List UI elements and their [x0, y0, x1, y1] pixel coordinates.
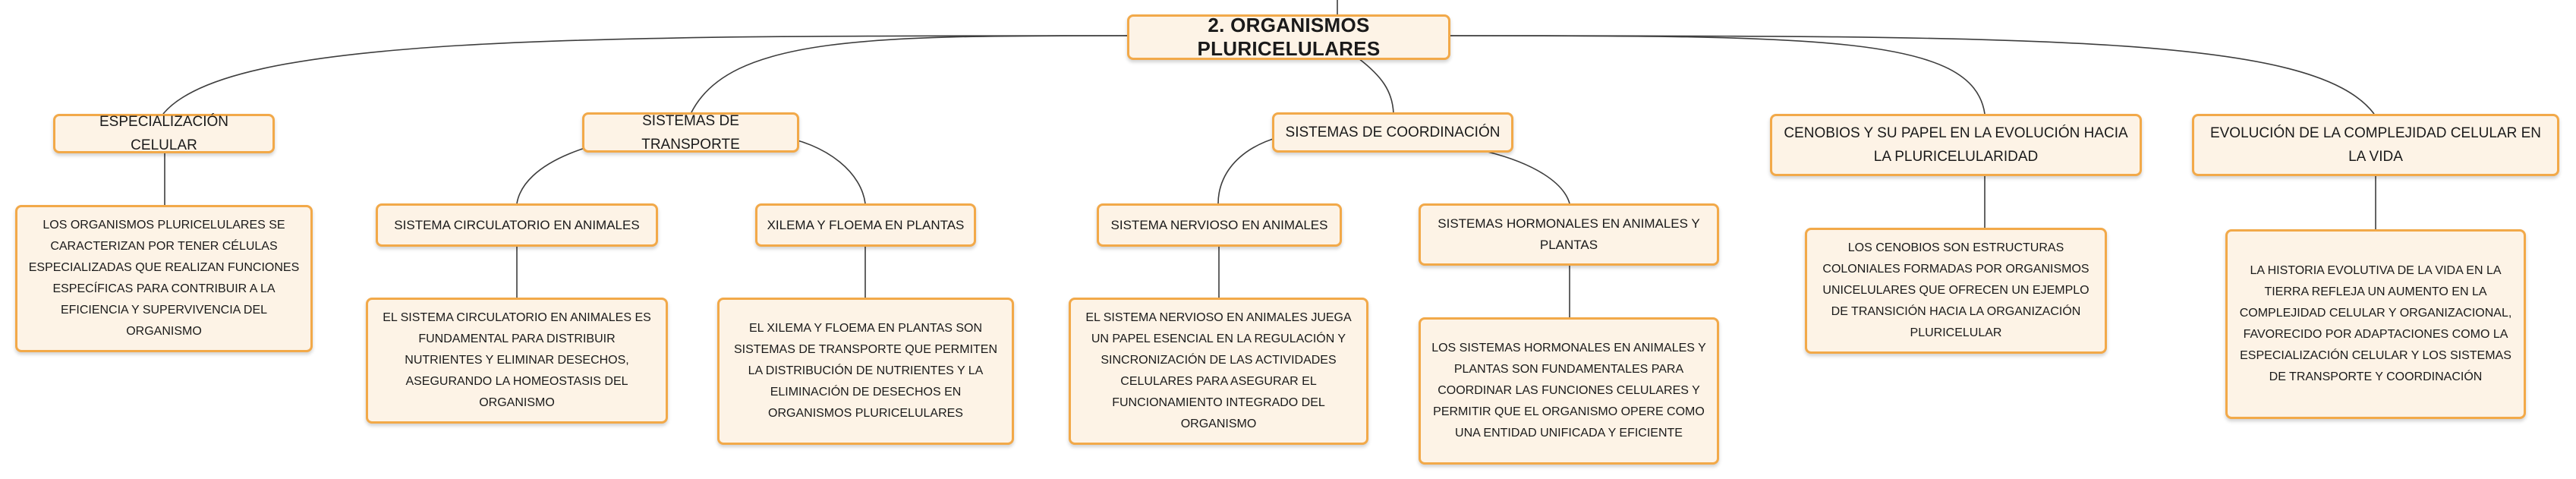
node-title: SISTEMA CIRCULATORIO EN ANIMALES — [394, 217, 640, 232]
connector-root-cenobios — [1446, 36, 1985, 114]
description-sistema-nervioso[interactable] — [1069, 298, 1368, 445]
branch-sistemas-transporte[interactable] — [582, 112, 799, 153]
connector-root-coordinacion — [1359, 58, 1393, 114]
branch-title: EVOLUCIÓN DE LA COMPLEJIDAD CELULAR EN LA VIDA — [2209, 125, 2542, 165]
description-evolucion-complejidad[interactable] — [2225, 229, 2526, 419]
connector-coordinacion-hormonales — [1488, 152, 1570, 203]
branch-title: SISTEMAS DE TRANSPORTE — [641, 112, 740, 153]
node-sistema-circulatorio[interactable] — [376, 203, 658, 247]
description-text: LOS CENOBIOS SON ESTRUCTURAS COLONIALES FORMADAS POR ORGANISMOS UNICELULARES QUE OFRECEN UN EJEMPLO DE TRANSICIÓN HACIA LA ORGANIZACIÓN PLURICELULAR — [1822, 241, 2089, 339]
description-sistema-circulatorio[interactable] — [366, 298, 668, 424]
node-title: SISTEMA NERVIOSO EN ANIMALES — [1110, 217, 1328, 232]
description-sistemas-hormonales[interactable] — [1419, 317, 1719, 465]
branch-title: CENOBIOS Y SU PAPEL EN LA EVOLUCIÓN HACIA LA PLURICELULARIDAD — [1784, 125, 2128, 165]
root-title: 2. ORGANISMOS PLURICELULARES — [1197, 14, 1381, 60]
description-especializacion-celular[interactable] — [15, 205, 313, 352]
description-text: EL SISTEMA CIRCULATORIO EN ANIMALES ES FUNDAMENTAL PARA DISTRIBUIR NUTRIENTES Y ELIMINAR DESECHOS, ASEGURANDO LA HOMEOSTASIS DEL ORGANISMO — [383, 311, 651, 409]
connector-root-transporte — [691, 36, 1127, 114]
description-cenobios[interactable] — [1805, 228, 2107, 354]
branch-title: SISTEMAS DE COORDINACIÓN — [1285, 124, 1501, 140]
description-text: LA HISTORIA EVOLUTIVA DE LA VIDA EN LA TIERRA REFLEJA UN AUMENTO EN LA COMPLEJIDAD CELULAR Y ORGANIZACIONAL, FAVORECIDO POR ADAPTACIONES COMO LA ESPECIALIZACIÓN CELULAR Y LOS SISTEMAS DE TRANSPORTE Y COORDINACIÓN — [2239, 264, 2512, 383]
description-text: LOS ORGANISMOS PLURICELULARES SE CARACTERIZAN POR TENER CÉLULAS ESPECIALIZADAS QUE REALIZAN FUNCIONES ESPECÍFICAS PARA CONTRIBUIR A LA EFICIENCIA Y SUPERVIVENCIA DEL ORGANISMO — [28, 219, 300, 338]
branch-evolucion-complejidad[interactable] — [2192, 114, 2559, 176]
branch-cenobios[interactable] — [1770, 114, 2142, 176]
description-text: EL XILEMA Y FLOEMA EN PLANTAS SON SISTEMAS DE TRANSPORTE QUE PERMITEN LA DISTRIBUCIÓN DE NUTRIENTES Y LA ELIMINACIÓN DE DESECHOS EN ORGANISMOS PLURICELULARES — [733, 322, 998, 420]
connector-root-evolucion — [1446, 36, 2374, 114]
branch-especializacion-celular[interactable] — [53, 114, 275, 153]
description-text: EL SISTEMA NERVIOSO EN ANIMALES JUEGA UN PAPEL ESENCIAL EN LA REGULACIÓN Y SINCRONIZACIÓN DE LAS ACTIVIDADES CELULARES PARA ASEGURAR EL FUNCIONAMIENTO INTEGRADO DEL ORGANISMO — [1085, 311, 1352, 430]
description-xilema-floema[interactable] — [717, 298, 1014, 445]
branch-sistemas-coordinacion[interactable] — [1272, 112, 1513, 153]
node-title: XILEMA Y FLOEMA EN PLANTAS — [767, 217, 965, 232]
connector-root-especializacion — [163, 36, 1127, 114]
node-title: SISTEMAS HORMONALES EN ANIMALES Y PLANTAS — [1438, 216, 1700, 252]
description-text: LOS SISTEMAS HORMONALES EN ANIMALES Y PLANTAS SON FUNDAMENTALES PARA COORDINAR LAS FUNCIONES CELULARES Y PERMITIR QUE EL ORGANISMO OPERE COMO UNA ENTIDAD UNIFICADA Y EFICIENTE — [1431, 342, 1706, 440]
root-node[interactable] — [1127, 14, 1450, 60]
branch-title: ESPECIALIZACIÓN CELULAR — [99, 114, 228, 153]
node-sistema-nervioso[interactable] — [1097, 203, 1342, 247]
node-xilema-floema[interactable] — [755, 203, 976, 247]
node-sistemas-hormonales[interactable] — [1419, 203, 1719, 266]
